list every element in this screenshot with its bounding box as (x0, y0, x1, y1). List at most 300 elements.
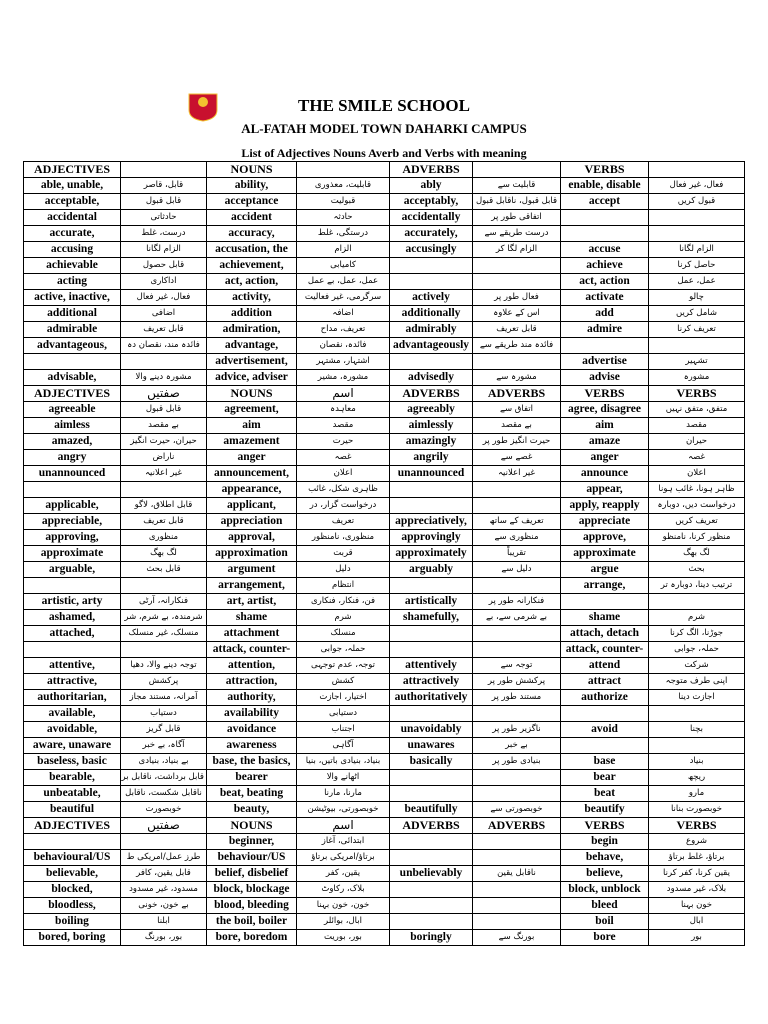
adverb-meaning-cell: بے مقصد (473, 418, 561, 434)
adjective-meaning-cell (121, 642, 207, 658)
adverb-meaning-cell: دلیل سے (473, 562, 561, 578)
verb-meaning-cell: اپنی طرف متوجہ (649, 674, 745, 690)
adverb-meaning-cell: فائدہ مند طریقے سے (473, 338, 561, 354)
adjective-meaning-cell: قابل تعریف (121, 322, 207, 338)
adjective-cell: accusing (24, 242, 121, 258)
column-header (473, 162, 561, 178)
verb-cell: attract (561, 674, 649, 690)
noun-cell: accuracy, (207, 226, 297, 242)
adjective-cell: accurate, (24, 226, 121, 242)
column-header: NOUNS (207, 818, 297, 834)
adverb-cell: unavoidably (390, 722, 473, 738)
table-row (24, 642, 745, 658)
verb-cell: block, unblock (561, 882, 649, 898)
verb-cell: base (561, 754, 649, 770)
adjective-cell: acceptable, (24, 194, 121, 210)
table-row (24, 530, 745, 546)
adverb-cell: approvingly (390, 530, 473, 546)
adjective-cell: approximate (24, 546, 121, 562)
verb-meaning-cell: لگ بھگ (649, 546, 745, 562)
adjective-cell: aware, unaware (24, 738, 121, 754)
adjective-cell: attractive, (24, 674, 121, 690)
table-row (24, 914, 745, 930)
adjective-cell: angry (24, 450, 121, 466)
adverb-cell: appreciatively, (390, 514, 473, 530)
noun-meaning-cell: عمل، عمل، بے عمل (297, 274, 390, 290)
adjective-cell: unbeatable, (24, 786, 121, 802)
adverb-meaning-cell (473, 770, 561, 786)
verb-meaning-cell: تعریف کرنا (649, 322, 745, 338)
adverb-meaning-cell: تقریباً (473, 546, 561, 562)
column-header: ADVERBS (473, 386, 561, 402)
noun-cell: accusation, the (207, 242, 297, 258)
noun-cell: aim (207, 418, 297, 434)
verb-meaning-cell: شرم (649, 610, 745, 626)
adverb-cell: accidentally (390, 210, 473, 226)
adjective-meaning-cell (121, 834, 207, 850)
adverb-meaning-cell: مشورہ سے (473, 370, 561, 386)
adverb-meaning-cell: مستند طور پر (473, 690, 561, 706)
adverb-meaning-cell (473, 898, 561, 914)
table-row (24, 354, 745, 370)
table-row (24, 834, 745, 850)
noun-cell: shame (207, 610, 297, 626)
adjective-cell: active, inactive, (24, 290, 121, 306)
adjective-meaning-cell: قابل بحث (121, 562, 207, 578)
verb-cell: approve, (561, 530, 649, 546)
noun-meaning-cell: بور، بوریت (297, 930, 390, 946)
noun-cell: attraction, (207, 674, 297, 690)
adjective-cell (24, 578, 121, 594)
adjective-cell: available, (24, 706, 121, 722)
adjective-cell: believable, (24, 866, 121, 882)
column-header: ADVERBS (390, 386, 473, 402)
adjective-meaning-cell (121, 354, 207, 370)
noun-meaning-cell: منظوری، نامنظور (297, 530, 390, 546)
table-row (24, 546, 745, 562)
adverb-cell (390, 914, 473, 930)
verb-meaning-cell: جوڑنا، الگ کرنا (649, 626, 745, 642)
adjective-meaning-cell: مشورہ دینے والا (121, 370, 207, 386)
verb-cell: accept (561, 194, 649, 210)
noun-cell: block, blockage (207, 882, 297, 898)
adverb-meaning-cell: بنیادی طور پر (473, 754, 561, 770)
noun-meaning-cell: فن، فنکار، فنکاری (297, 594, 390, 610)
adverb-cell (390, 770, 473, 786)
verb-meaning-cell: بحث (649, 562, 745, 578)
adverb-cell: unawares (390, 738, 473, 754)
noun-meaning-cell: کامیابی (297, 258, 390, 274)
noun-cell: announcement, (207, 466, 297, 482)
table-row (24, 754, 745, 770)
noun-meaning-cell: اضافہ (297, 306, 390, 322)
noun-meaning-cell: بنیاد، بنیادی باتیں، بنیا (297, 754, 390, 770)
adjective-meaning-cell: مسدود، غیر مسدود (121, 882, 207, 898)
adverb-meaning-cell (473, 706, 561, 722)
verb-meaning-cell: یقین کرنا، کفر کرنا (649, 866, 745, 882)
noun-cell: advertisement, (207, 354, 297, 370)
verb-cell: advertise (561, 354, 649, 370)
verb-cell: achieve (561, 258, 649, 274)
adjective-cell: acting (24, 274, 121, 290)
verb-meaning-cell: ظاہر ہونا، غائب ہونا (649, 482, 745, 498)
adverb-cell: beautifully (390, 802, 473, 818)
noun-meaning-cell: مشورہ، مشیر (297, 370, 390, 386)
adverb-cell (390, 578, 473, 594)
adjective-cell: admirable (24, 322, 121, 338)
adjective-cell: beautiful (24, 802, 121, 818)
adverb-meaning-cell: ناقابل یقین (473, 866, 561, 882)
verb-meaning-cell (649, 738, 745, 754)
table-row (24, 882, 745, 898)
column-header: ADVERBS (390, 818, 473, 834)
column-header (297, 162, 390, 178)
noun-cell: behaviour/US (207, 850, 297, 866)
table-row (24, 690, 745, 706)
adverb-meaning-cell: فنکارانہ طور پر (473, 594, 561, 610)
table-row (24, 562, 745, 578)
adjective-cell: authoritarian, (24, 690, 121, 706)
noun-meaning-cell: غصہ (297, 450, 390, 466)
noun-meaning-cell: شرم (297, 610, 390, 626)
verb-cell: announce (561, 466, 649, 482)
table-row (24, 866, 745, 882)
adverb-cell: accusingly (390, 242, 473, 258)
adjective-cell: bearable, (24, 770, 121, 786)
noun-meaning-cell: اعلان (297, 466, 390, 482)
adjective-meaning-cell: توجہ دینے والا، دھیا (121, 658, 207, 674)
noun-cell: blood, bleeding (207, 898, 297, 914)
verb-cell (561, 706, 649, 722)
adjective-meaning-cell: قابل برداشت، ناقابل بر (121, 770, 207, 786)
verb-meaning-cell: مقصد (649, 418, 745, 434)
table-row (24, 594, 745, 610)
noun-meaning-cell: تعریف (297, 514, 390, 530)
verb-meaning-cell: بنیاد (649, 754, 745, 770)
adjective-meaning-cell: غیر اعلانیہ (121, 466, 207, 482)
verb-meaning-cell: مشورہ (649, 370, 745, 386)
table-row (24, 194, 745, 210)
adjective-meaning-cell: منظوری (121, 530, 207, 546)
adjective-cell: ashamed, (24, 610, 121, 626)
noun-meaning-cell: خوبصورتی، بیوٹیشن (297, 802, 390, 818)
adverb-meaning-cell: خوبصورتی سے (473, 802, 561, 818)
adjective-cell: attached, (24, 626, 121, 642)
adjective-meaning-cell: فائدہ مند، نقصان دہ (121, 338, 207, 354)
adverb-cell: boringly (390, 930, 473, 946)
verb-cell: attach, detach (561, 626, 649, 642)
noun-meaning-cell: الزام (297, 242, 390, 258)
column-header: اسم (297, 386, 390, 402)
noun-cell: acceptance (207, 194, 297, 210)
adjective-meaning-cell: طرز عمل/امریکی ط (121, 850, 207, 866)
adjective-cell: applicable, (24, 498, 121, 514)
column-header: ADVERBS (390, 162, 473, 178)
adjective-cell: unannounced (24, 466, 121, 482)
adverb-cell (390, 642, 473, 658)
adjective-cell (24, 354, 121, 370)
noun-cell: avoidance (207, 722, 297, 738)
adjective-meaning-cell (121, 578, 207, 594)
table-row (24, 242, 745, 258)
table-row (24, 450, 745, 466)
adverb-cell: shamefully, (390, 610, 473, 626)
verb-cell: anger (561, 450, 649, 466)
noun-cell: activity, (207, 290, 297, 306)
adverb-cell: additionally (390, 306, 473, 322)
adjective-cell: amazed, (24, 434, 121, 450)
table-row (24, 434, 745, 450)
table-row (24, 418, 745, 434)
adjective-meaning-cell: شرمندہ، بے شرم، شر (121, 610, 207, 626)
table-row (24, 658, 745, 674)
adjective-cell: bloodless, (24, 898, 121, 914)
column-header: VERBS (561, 162, 649, 178)
noun-meaning-cell: تعریف، مداح (297, 322, 390, 338)
table-row (24, 930, 745, 946)
verb-cell: behave, (561, 850, 649, 866)
noun-cell: approval, (207, 530, 297, 546)
campus-subtitle: AL-FATAH MODEL TOWN DAHARKI CAMPUS (241, 121, 527, 136)
verb-cell (561, 338, 649, 354)
adverb-meaning-cell: بے شرمی سے، بے (473, 610, 561, 626)
verb-cell (561, 226, 649, 242)
verb-meaning-cell: الزام لگانا (649, 242, 745, 258)
column-header: NOUNS (207, 386, 297, 402)
adverb-meaning-cell: منظوری سے (473, 530, 561, 546)
noun-cell: beginner, (207, 834, 297, 850)
adverb-cell (390, 834, 473, 850)
verb-cell: appear, (561, 482, 649, 498)
noun-meaning-cell: اشتہار، مشتہر (297, 354, 390, 370)
column-header (121, 162, 207, 178)
noun-cell: attention, (207, 658, 297, 674)
adverb-meaning-cell: توجہ سے (473, 658, 561, 674)
adjective-cell: approving, (24, 530, 121, 546)
adjective-meaning-cell: ناراض (121, 450, 207, 466)
column-header: VERBS (649, 818, 745, 834)
noun-meaning-cell: ابتدائی، آغاز (297, 834, 390, 850)
column-header: ADJECTIVES (24, 386, 121, 402)
adjective-meaning-cell: منسلک، غیر منسلک (121, 626, 207, 642)
verb-meaning-cell: خوبصورت بنانا (649, 802, 745, 818)
adverb-cell: acceptably, (390, 194, 473, 210)
table-row (24, 898, 745, 914)
adjective-meaning-cell: قابل قبول (121, 194, 207, 210)
table-row (24, 306, 745, 322)
column-header: اسم (297, 818, 390, 834)
noun-meaning-cell: درستگی، غلط (297, 226, 390, 242)
verb-cell: arrange, (561, 578, 649, 594)
vocabulary-table (23, 161, 745, 946)
table-row (24, 466, 745, 482)
verb-meaning-cell: درخواست دیں، دوبارہ (649, 498, 745, 514)
adverb-cell (390, 274, 473, 290)
adverb-cell: advisedly (390, 370, 473, 386)
adjective-meaning-cell: حیران، حیرت انگیز (121, 434, 207, 450)
table-row (24, 706, 745, 722)
adjective-meaning-cell: قابل اطلاق، لاگو (121, 498, 207, 514)
verb-cell: agree, disagree (561, 402, 649, 418)
adverb-meaning-cell: غصے سے (473, 450, 561, 466)
noun-meaning-cell: سرگرمی، غیر فعالیت (297, 290, 390, 306)
verb-cell: boil (561, 914, 649, 930)
adverb-meaning-cell (473, 834, 561, 850)
noun-meaning-cell: اختیار، اجازت (297, 690, 390, 706)
adjective-meaning-cell: قابل گریز (121, 722, 207, 738)
adverb-cell: approximately (390, 546, 473, 562)
verb-meaning-cell: اجازت دینا (649, 690, 745, 706)
verb-meaning-cell: تعریف کریں (649, 514, 745, 530)
adverb-meaning-cell: حیرت انگیز طور پر (473, 434, 561, 450)
verb-meaning-cell: بلاک، غیر مسدود (649, 882, 745, 898)
adverb-meaning-cell: اتفاق سے (473, 402, 561, 418)
adverb-meaning-cell: اس کے علاوہ (473, 306, 561, 322)
table-row (24, 626, 745, 642)
adjective-meaning-cell: قابل حصول (121, 258, 207, 274)
adverb-meaning-cell (473, 482, 561, 498)
noun-cell: availability (207, 706, 297, 722)
noun-meaning-cell: قبولیت (297, 194, 390, 210)
adverb-cell: aimlessly (390, 418, 473, 434)
column-header: VERBS (561, 386, 649, 402)
table-row (24, 722, 745, 738)
table-row (24, 770, 745, 786)
verb-meaning-cell: قبول کریں (649, 194, 745, 210)
table-row (24, 514, 745, 530)
noun-cell: anger (207, 450, 297, 466)
noun-cell: approximation (207, 546, 297, 562)
table-row (24, 258, 745, 274)
verb-meaning-cell: بچنا (649, 722, 745, 738)
adjective-meaning-cell: خوبصورت (121, 802, 207, 818)
noun-meaning-cell: ابال، بوائلر (297, 914, 390, 930)
verb-cell: beautify (561, 802, 649, 818)
adverb-cell (390, 354, 473, 370)
table-row (24, 674, 745, 690)
adjective-meaning-cell: لگ بھگ (121, 546, 207, 562)
adjective-meaning-cell: قابل تعریف (121, 514, 207, 530)
adverb-meaning-cell: قابل تعریف (473, 322, 561, 338)
adjective-meaning-cell: حادثاتی (121, 210, 207, 226)
adverb-cell: attentively (390, 658, 473, 674)
noun-cell: accident (207, 210, 297, 226)
column-header: VERBS (561, 818, 649, 834)
adverb-meaning-cell: پرکشش طور پر (473, 674, 561, 690)
adjective-cell: baseless, basic (24, 754, 121, 770)
adjective-cell: achievable (24, 258, 121, 274)
noun-meaning-cell: توجہ، عدم توجہی (297, 658, 390, 674)
verb-cell: shame (561, 610, 649, 626)
table-row (24, 578, 745, 594)
adjective-meaning-cell: بے مقصد (121, 418, 207, 434)
adverb-cell: basically (390, 754, 473, 770)
noun-cell: belief, disbelief (207, 866, 297, 882)
noun-meaning-cell: مقصد (297, 418, 390, 434)
adverb-cell (390, 626, 473, 642)
column-header: ADJECTIVES (24, 162, 121, 178)
adjective-cell: avoidable, (24, 722, 121, 738)
adjective-meaning-cell: قابل یقین، کافر (121, 866, 207, 882)
adverb-cell: accurately, (390, 226, 473, 242)
verb-meaning-cell: فعال، غیر فعال (649, 178, 745, 194)
adverb-cell (390, 482, 473, 498)
verb-cell (561, 594, 649, 610)
verb-cell (561, 738, 649, 754)
adjective-meaning-cell: فنکارانہ، آرٹی (121, 594, 207, 610)
verb-meaning-cell: شرکت (649, 658, 745, 674)
adverb-meaning-cell (473, 498, 561, 514)
verb-meaning-cell (649, 210, 745, 226)
adverb-meaning-cell: بورنگ سے (473, 930, 561, 946)
adverb-meaning-cell: اتفاقی طور پر (473, 210, 561, 226)
noun-cell: the boil, boiler (207, 914, 297, 930)
verb-cell: beat (561, 786, 649, 802)
column-header: ADVERBS (473, 818, 561, 834)
verb-meaning-cell: چالو (649, 290, 745, 306)
table-row (24, 226, 745, 242)
adverb-meaning-cell (473, 354, 561, 370)
adverb-cell (390, 786, 473, 802)
verb-meaning-cell (649, 706, 745, 722)
noun-meaning-cell: بلاک، رکاوٹ (297, 882, 390, 898)
adjective-cell (24, 482, 121, 498)
verb-cell: amaze (561, 434, 649, 450)
table-row (24, 498, 745, 514)
noun-cell: bore, boredom (207, 930, 297, 946)
verb-meaning-cell: شروع (649, 834, 745, 850)
noun-meaning-cell: حیرت (297, 434, 390, 450)
adverb-meaning-cell: الزام لگا کر (473, 242, 561, 258)
adverb-cell: attractively (390, 674, 473, 690)
adjective-cell: bored, boring (24, 930, 121, 946)
table-row (24, 178, 745, 194)
table-row (24, 482, 745, 498)
adverb-meaning-cell (473, 642, 561, 658)
adverb-cell (390, 706, 473, 722)
adverb-meaning-cell: قابلیت سے (473, 178, 561, 194)
noun-meaning-cell: مارنا، مارنا (297, 786, 390, 802)
verb-meaning-cell: خون بہنا (649, 898, 745, 914)
table-row (24, 370, 745, 386)
adjective-meaning-cell: آگاہ، بے خبر (121, 738, 207, 754)
noun-meaning-cell: اجتناب (297, 722, 390, 738)
verb-cell: add (561, 306, 649, 322)
noun-cell: admiration, (207, 322, 297, 338)
noun-meaning-cell: حملہ، جوابی (297, 642, 390, 658)
adverb-cell (390, 882, 473, 898)
adjective-meaning-cell: پرکشش (121, 674, 207, 690)
adverb-cell: advantageously (390, 338, 473, 354)
verb-meaning-cell: غصہ (649, 450, 745, 466)
adverb-cell: admirably (390, 322, 473, 338)
noun-cell: advice, adviser (207, 370, 297, 386)
adverb-cell (390, 850, 473, 866)
adjective-cell: behavioural/US (24, 850, 121, 866)
verb-meaning-cell: حاصل کرنا (649, 258, 745, 274)
table-row (24, 802, 745, 818)
adjective-meaning-cell: قابل قبول (121, 402, 207, 418)
adjective-cell: able, unable, (24, 178, 121, 194)
verb-meaning-cell: ترتیب دینا، دوبارہ تر (649, 578, 745, 594)
noun-cell: appearance, (207, 482, 297, 498)
adverb-meaning-cell (473, 258, 561, 274)
table-row (24, 322, 745, 338)
adverb-meaning-cell (473, 786, 561, 802)
adjective-meaning-cell: بے بنیاد، بنیادی (121, 754, 207, 770)
verb-meaning-cell (649, 226, 745, 242)
column-header (649, 162, 745, 178)
